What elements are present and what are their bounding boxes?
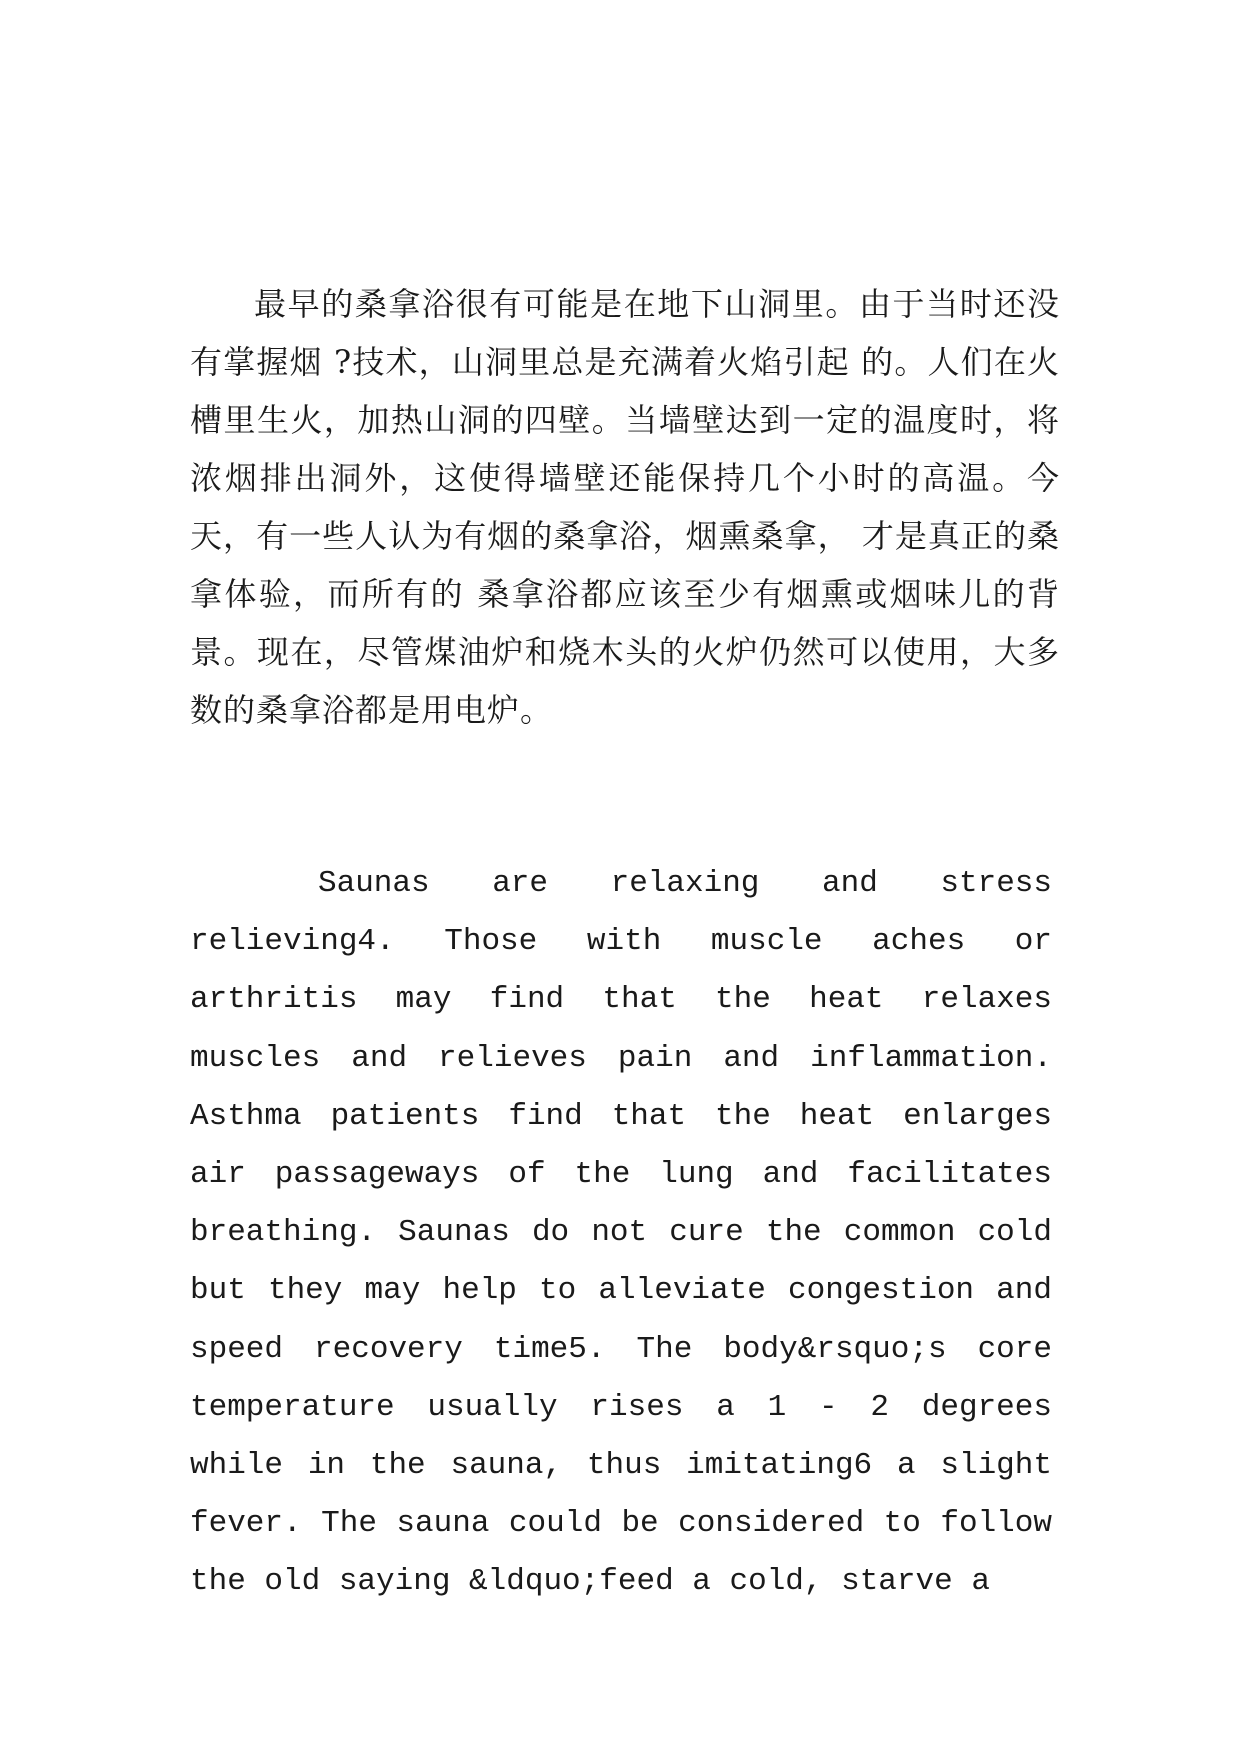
english-paragraph: Saunas are relaxing and stress relieving4. Those with muscle aches or arthritis may find that the heat relaxes muscles and relieves pain and inflammation. Asthma patients find that the heat enlarges air passageways of the lung and facilitates breathing. Saunas do not cure the common cold but they may help to alleviate congestion and speed recovery time5. The body&rsquo;s core temperature usually rises a 1 - 2 degrees while in the sauna, thus imitating6 a slight fever. The sauna could be considered to follow the old saying &ldquo;feed a cold, starve a	[190, 866, 1052, 1600]
chinese-paragraph: 最早的桑拿浴很有可能是在地下山洞里。由于当时还没有掌握烟 ?技术，山洞里总是充满着火焰引起 的。人们在火槽里生火，加热山洞的四壁。当墙壁达到一定的温度时，将浓烟排出洞外，这使得墙壁还能保持几个小时的高温。今天，有一些人认为有烟的桑拿浴，烟熏桑拿， 才是真正的桑拿体验，而所有的 桑拿浴都应该至少有烟熏或烟味儿的背景。现在，尽管煤油炉和烧木头的火炉仍然可以使用，大多数的桑拿浴都是用电炉。	[190, 285, 1060, 729]
